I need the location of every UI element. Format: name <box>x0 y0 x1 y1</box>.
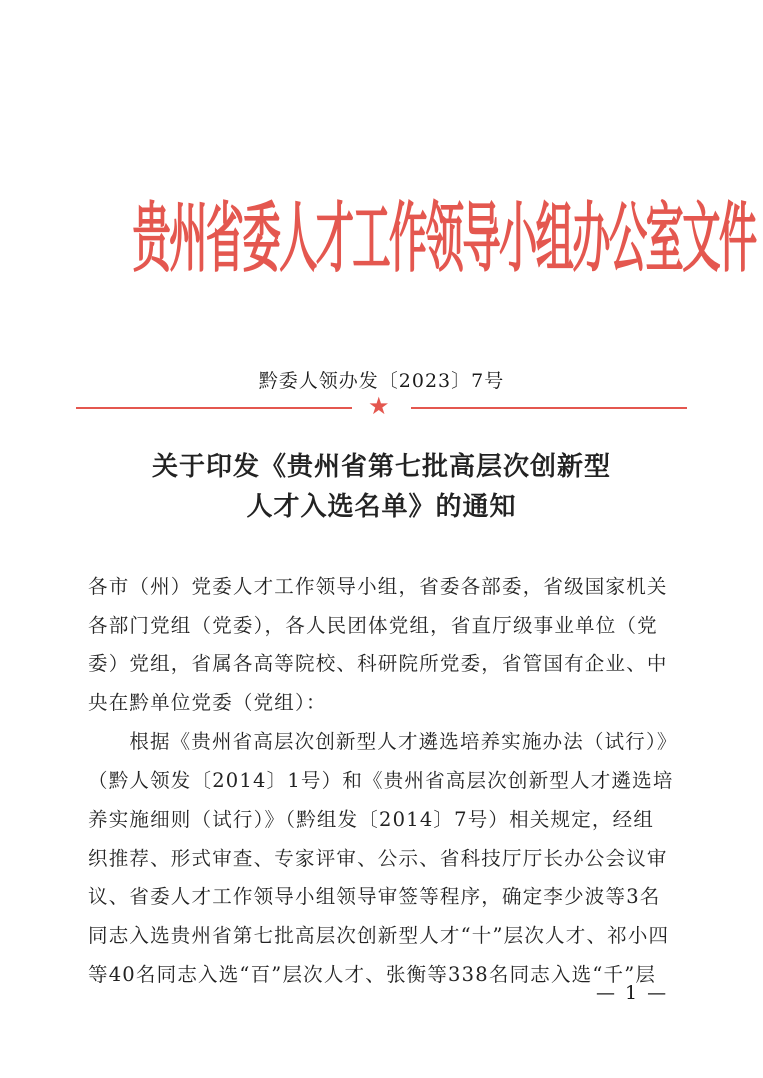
divider-line-right <box>411 407 687 409</box>
page-number: — 1 — <box>596 982 669 1004</box>
body-line: （黔人领发〔2014〕1号）和《贵州省高层次创新型人才遴选培 <box>88 769 674 792</box>
document-number: 黔委人领办发〔2023〕7号 <box>258 370 505 392</box>
notice-title-line-1: 关于印发《贵州省第七批高层次创新型 <box>151 452 611 482</box>
body-line: 织推荐、形式审查、专家评审、公示、省科技厅厅长办公会议审 <box>88 847 668 870</box>
body-line: 委）党组，省属各高等院校、科研院所党委，省管国有企业、中 <box>88 652 668 675</box>
body-line: 各部门党组（党委），各人民团体党组，省直厅级事业单位（党 <box>88 614 658 637</box>
red-divider <box>76 392 687 420</box>
divider-line-left <box>76 407 352 409</box>
body-line: 养实施细则（试行）》（黔组发〔2014〕7号）相关规定，经组 <box>88 808 655 831</box>
star-icon: ★ <box>368 392 390 420</box>
body-line: 议、省委人才工作领导小组领导审签等程序，确定李少波等3名 <box>88 885 661 908</box>
body-line: 根据《贵州省高层次创新型人才遴选培养实施办法（试行）》 <box>88 730 678 753</box>
body-line: 央在黔单位党委（党组）： <box>88 691 327 714</box>
body-line: 等40名同志入选“百”层次人才、张衡等338名同志入选“千”层 <box>88 963 657 986</box>
body-line: 同志入选贵州省第七批高层次创新型人才“十”层次人才、祁小四 <box>88 924 670 947</box>
notice-title-line-2: 人才入选名单》的通知 <box>246 492 517 522</box>
body-line: 各市（州）党委人才工作领导小组，省委各部委，省级国家机关 <box>88 575 668 598</box>
document-masthead: 贵州省委人才工作领导小组办公室文件 <box>132 193 756 283</box>
